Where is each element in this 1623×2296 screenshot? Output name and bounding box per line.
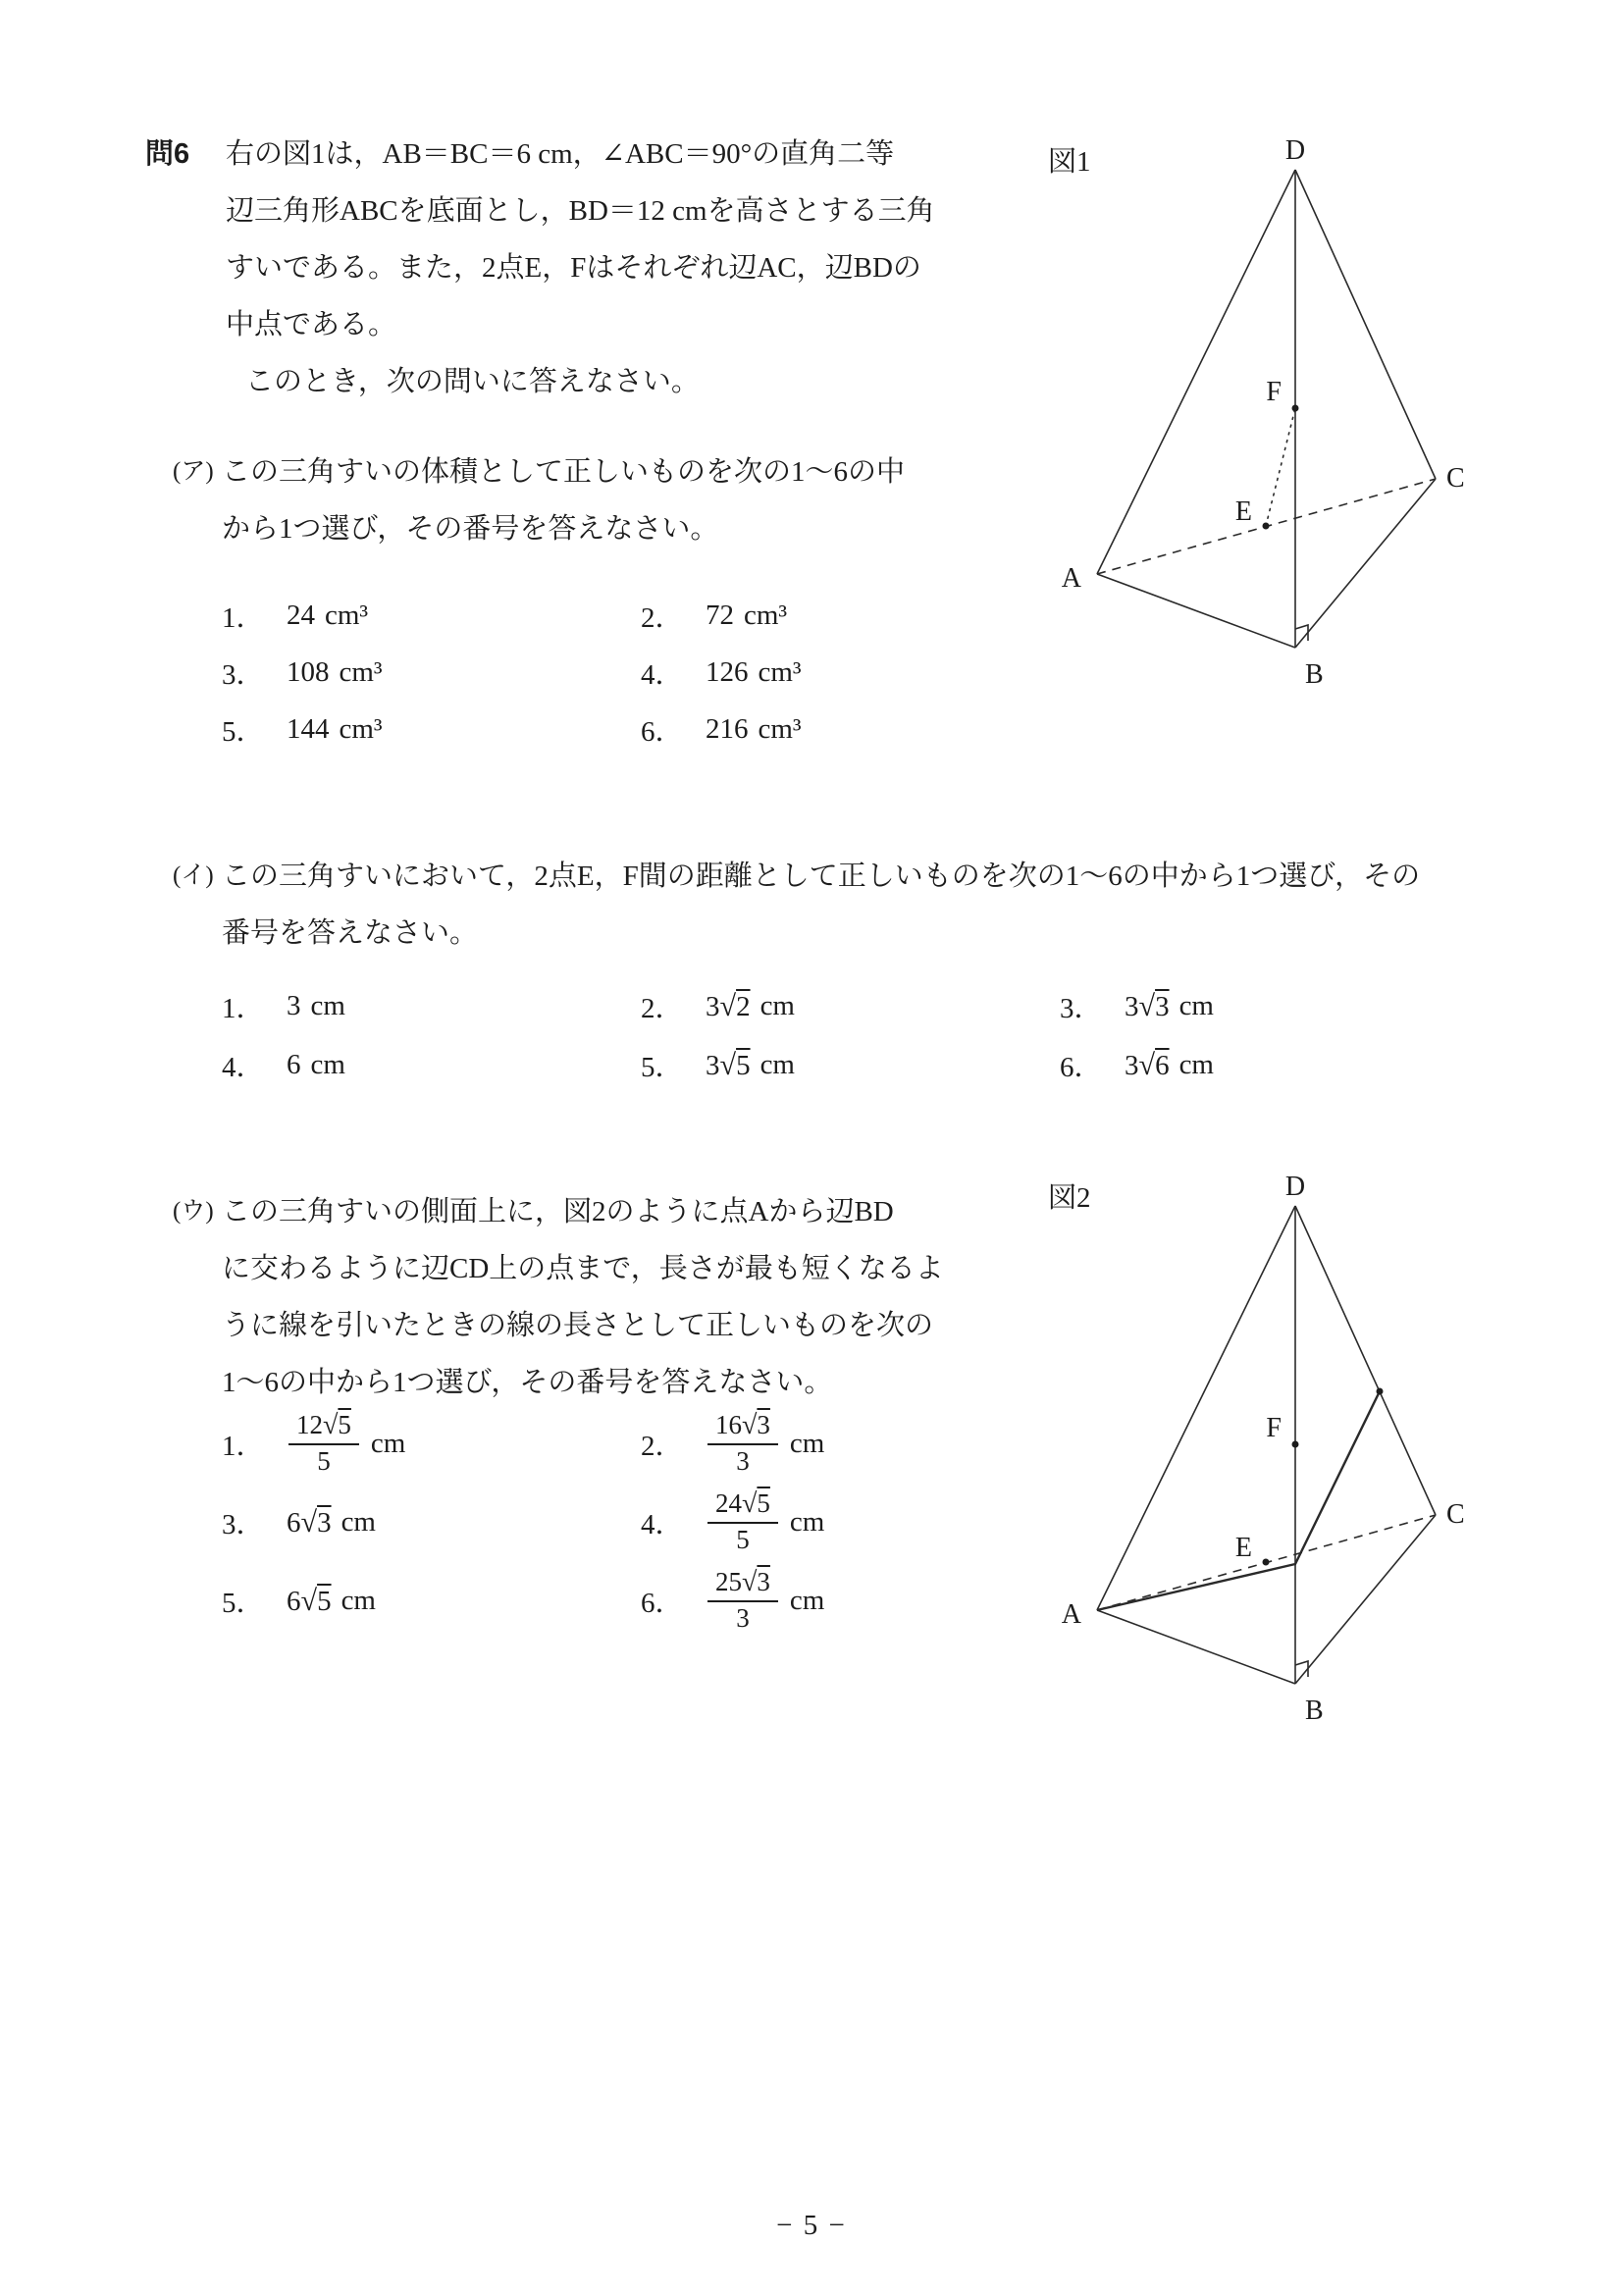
segment-EF-dotted [1266, 408, 1295, 526]
point-F [1292, 405, 1299, 412]
answer-option-u6 [641, 1568, 1060, 1633]
figure2-tetrahedron [1030, 1174, 1492, 1743]
option-number: 4． [641, 658, 684, 691]
answer-option-u4 [641, 1489, 1060, 1554]
part-u-line: うに線を引いたときの線の長さとして正しいものを次の [222, 1310, 934, 1341]
part-a-body [222, 444, 905, 557]
answer-option-a3 [222, 653, 641, 691]
question-body [226, 126, 935, 410]
vertex-label-B: B [1305, 659, 1324, 690]
answer-option-a4 [641, 653, 1060, 691]
question-label: 問6 [145, 138, 190, 170]
vertex-label-D: D [1284, 1174, 1306, 1202]
option-value: 3√3 [1125, 988, 1170, 1022]
edge-DA [1097, 1206, 1295, 1610]
vertex-label-B: B [1305, 1696, 1324, 1726]
edge-AB [1097, 574, 1295, 648]
page-number: − 5 − [776, 2210, 847, 2241]
option-value: 126 [706, 655, 749, 688]
option-number: 5． [222, 1587, 265, 1619]
option-unit: cm [789, 1505, 825, 1538]
part-a-marker: (ア) [173, 458, 214, 485]
option-value: 6√3 [287, 1504, 332, 1539]
option-unit: cm³ [339, 655, 383, 688]
vertex-label-D: D [1284, 137, 1306, 166]
answer-option-u3 [222, 1489, 641, 1554]
answer-option-u2 [641, 1411, 1060, 1476]
point-label-E: E [1234, 1533, 1252, 1563]
option-number: 2． [641, 601, 684, 634]
edge-BC [1295, 479, 1436, 648]
option-unit: cm³ [325, 599, 369, 631]
option-number: 5． [641, 1051, 684, 1083]
option-fraction: $\frac{24√5}{5}$ [707, 1488, 778, 1554]
answer-option-i1 [222, 987, 641, 1024]
vertex-label-A: A [1061, 1599, 1081, 1630]
sqrt-symbol: √ [300, 1504, 318, 1539]
point-F [1292, 1441, 1299, 1448]
option-number: 3． [222, 658, 265, 691]
point-E [1263, 523, 1270, 530]
answer-option-i2 [641, 987, 1060, 1024]
option-unit: cm [1178, 989, 1214, 1021]
option-value: 144 [287, 712, 330, 745]
option-unit: cm³ [758, 712, 802, 745]
option-number: 3． [1060, 992, 1103, 1024]
right-angle-mark [1295, 1661, 1308, 1677]
part-u-line: に交わるように辺CD上の点まで，長さが最も短くなるよ [222, 1253, 944, 1284]
edge-BC [1295, 1515, 1436, 1684]
question-line: このとき，次の問いに答えなさい。 [245, 366, 700, 397]
question-line: 中点である。 [226, 309, 397, 340]
option-unit: cm³ [339, 712, 383, 745]
point-label-F: F [1266, 377, 1282, 407]
option-number: 2． [641, 1430, 684, 1462]
sqrt-symbol: √ [323, 1410, 339, 1441]
sqrt-symbol: √ [742, 1488, 758, 1520]
answer-option-u5 [222, 1568, 641, 1633]
option-number: 6． [641, 715, 684, 748]
question-block [145, 126, 1028, 410]
part-a-line: この三角すいの体積として正しいものを次の1～6の中 [222, 456, 906, 488]
question-line: すいである。また，2点E，Fはそれぞれ辺AC，辺BDの [226, 252, 921, 284]
option-fraction: $\frac{25√3}{3}$ [707, 1567, 778, 1633]
option-value: 3√2 [706, 988, 751, 1022]
option-value: 6√5 [287, 1583, 332, 1617]
part-i-body [222, 848, 1420, 962]
answer-option-a6 [641, 710, 1060, 748]
option-unit: cm [310, 989, 345, 1021]
option-value: 3√5 [706, 1047, 751, 1081]
answer-option-u1 [222, 1411, 641, 1476]
option-unit: cm [759, 989, 795, 1021]
option-unit: cm [789, 1584, 825, 1616]
option-number: 1． [222, 601, 265, 634]
answer-option-a5 [222, 710, 641, 748]
part-a-block [173, 444, 1105, 557]
answer-option-a2 [641, 597, 1060, 634]
option-number: 5． [222, 715, 265, 748]
option-value: 6 [287, 1048, 301, 1080]
option-unit: cm³ [758, 655, 802, 688]
option-number: 4． [641, 1508, 684, 1540]
figure1-tetrahedron [1030, 137, 1492, 706]
point-label-F: F [1266, 1413, 1282, 1443]
part-a-options [222, 597, 1060, 748]
option-fraction: $\frac{16√3}{3}$ [707, 1410, 778, 1476]
sqrt-symbol: √ [742, 1410, 758, 1441]
edge-DC [1295, 170, 1436, 479]
part-i-marker: (イ) [173, 862, 214, 889]
option-value: 3√6 [1125, 1047, 1170, 1081]
edge-AB [1097, 1610, 1295, 1684]
part-u-line: この三角すいの側面上に，図2のように点Aから辺BD [222, 1196, 894, 1227]
vertex-label-C: C [1446, 1499, 1465, 1530]
option-unit: cm [340, 1584, 376, 1616]
point-on-CD [1377, 1388, 1384, 1395]
option-number: 6． [641, 1587, 684, 1619]
answer-option-a1 [222, 597, 641, 634]
part-i-options [222, 987, 1472, 1083]
answer-option-i4 [222, 1046, 641, 1083]
part-i-line: この三角すいにおいて，2点E，F間の距離として正しいものを次の1～6の中から1つ選び，その [222, 861, 1421, 892]
sqrt-symbol: √ [742, 1567, 758, 1598]
part-u-body [222, 1183, 944, 1411]
edge-DA [1097, 170, 1295, 574]
question-line: 右の図1は，AB＝BC＝6 cm，∠ABC＝90°の直角二等 [226, 138, 895, 170]
option-value: 108 [287, 655, 330, 688]
answer-option-i5 [641, 1046, 1060, 1083]
sqrt-symbol: √ [1138, 1047, 1156, 1081]
vertex-label-C: C [1446, 463, 1465, 494]
figure1-caption: 図1 [1048, 146, 1091, 178]
option-value: 24 [287, 599, 315, 631]
part-u-marker: (ウ) [173, 1198, 214, 1225]
answer-option-i6 [1060, 1046, 1472, 1083]
option-value: 216 [706, 712, 749, 745]
option-unit: cm³ [744, 599, 788, 631]
figure2-caption: 図2 [1048, 1182, 1091, 1214]
option-unit: cm [789, 1427, 825, 1459]
option-number: 2． [641, 992, 684, 1024]
option-unit: cm [370, 1427, 406, 1459]
part-i-block [173, 848, 1546, 962]
sqrt-symbol: √ [1138, 988, 1156, 1022]
option-number: 3． [222, 1508, 265, 1540]
option-value: 3 [287, 989, 301, 1021]
part-u-options [222, 1411, 1060, 1633]
answer-option-i3 [1060, 987, 1472, 1024]
option-number: 1． [222, 992, 265, 1024]
option-unit: cm [1178, 1048, 1214, 1080]
part-u-line: 1～6の中から1つ選び，その番号を答えなさい。 [222, 1367, 833, 1398]
edge-DC [1295, 1206, 1436, 1515]
option-number: 4． [222, 1051, 265, 1083]
shortest-path-line [1097, 1391, 1380, 1610]
point-E [1263, 1559, 1270, 1566]
vertex-label-A: A [1061, 563, 1081, 594]
option-unit: cm [310, 1048, 345, 1080]
sqrt-symbol: √ [300, 1583, 318, 1617]
option-fraction: $\frac{12√5}{5}$ [288, 1410, 359, 1476]
right-angle-mark [1295, 625, 1308, 641]
option-unit: cm [759, 1048, 795, 1080]
part-u-block [173, 1183, 1105, 1411]
option-number: 1． [222, 1430, 265, 1462]
sqrt-symbol: √ [719, 1047, 737, 1081]
option-unit: cm [340, 1505, 376, 1538]
point-label-E: E [1234, 496, 1252, 527]
part-i-line: 番号を答えなさい。 [222, 917, 479, 949]
question-line: 辺三角形ABCを底面とし，BD＝12 cmを高さとする三角 [226, 195, 935, 227]
option-number: 6． [1060, 1051, 1103, 1083]
part-a-line: から1つ選び，その番号を答えなさい。 [222, 513, 719, 545]
option-value: 72 [706, 599, 734, 631]
sqrt-symbol: √ [719, 988, 737, 1022]
